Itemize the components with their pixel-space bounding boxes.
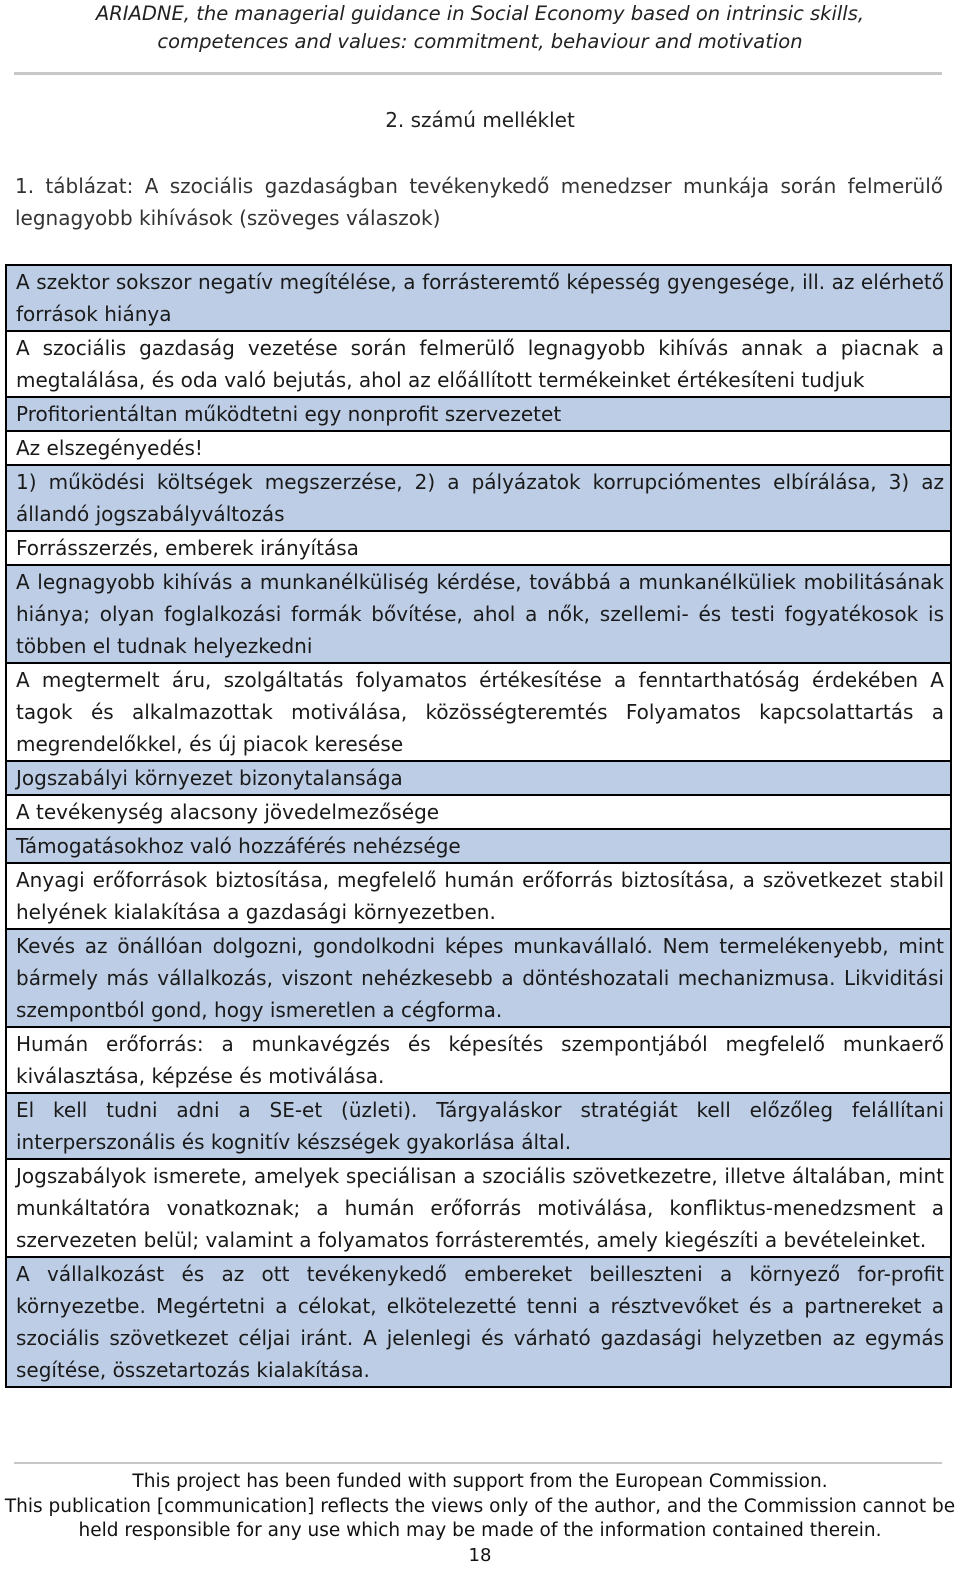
answer-cell: Humán erőforrás: a munkavégzés és képesítés szempontjából megfelelő munkaerő kiválasztása, képzése és motiválása. <box>6 1027 951 1093</box>
answer-cell: A megtermelt áru, szolgáltatás folyamatos értékesítése a fenntarthatóság érdekében A tagok és alkalmazottak motiválása, közösségteremtés Folyamatos kapcsolattartás a megrendelőkkel, és új piacok keresése <box>6 663 951 761</box>
header-line-2: competences and values: commitment, behaviour and motivation <box>157 30 803 53</box>
answer-cell: A szociális gazdaság vezetése során felmerülő legnagyobb kihívás annak a piacnak a megtalálása, és oda való bejutás, ahol az előállított termékeinket értékesíteni tudjuk <box>6 331 951 397</box>
answer-cell: 1) működési költségek megszerzése, 2) a pályázatok korrupciómentes elbírálása, 3) az állandó jogszabályváltozás <box>6 465 951 531</box>
running-header <box>0 0 960 56</box>
table-row <box>6 1027 951 1093</box>
answer-cell: Az elszegényedés! <box>6 431 951 465</box>
answer-cell: Jogszabályok ismerete, amelyek speciálisan a szociális szövetkezetre, illetve általában, mint munkáltatóra vonatkoznak; a humán erőforrás motiválása, konfliktus-menedzsment a szervezeten belül; valamint a folyamatos forrásteremtés, amely kiegészíti a bevételeinket. <box>6 1159 951 1257</box>
answer-cell: Támogatásokhoz való hozzáférés nehézsége <box>6 829 951 863</box>
table-row <box>6 265 951 331</box>
answer-cell: A vállalkozást és az ott tevékenykedő embereket beilleszteni a környező for-profit környezetbe. Megértetni a célokat, elkötelezetté tenni a résztvevőket és a partnereket a szociális szövetkezet céljai iránt. A jelenlegi és várható gazdasági helyzetben az egymás segítése, összetartozás kialakítása. <box>6 1257 951 1387</box>
answer-cell: Profitorientáltan működtetni egy nonprofit szervezetet <box>6 397 951 431</box>
table-row <box>6 397 951 431</box>
table-row <box>6 863 951 929</box>
header-line-1: ARIADNE, the managerial guidance in Social Economy based on intrinsic skills, <box>95 2 865 25</box>
answer-cell: Forrásszerzés, emberek irányítása <box>6 531 951 565</box>
footer-divider <box>14 1462 942 1464</box>
answer-cell: A szektor sokszor negatív megítélése, a forrásteremtő képesség gyengesége, ill. az elérhető források hiánya <box>6 265 951 331</box>
annex-title: 2. számú melléklet <box>385 108 575 132</box>
footer-line-2: This publication [communication] reflects the views only of the author, and the Commission cannot be <box>4 1495 956 1517</box>
table-caption: 1. táblázat: A szociális gazdaságban tevékenykedő menedzser munkája során felmerülő legnagyobb kihívások (szöveges válaszok) <box>15 174 943 230</box>
table-row <box>6 565 951 663</box>
answer-cell: El kell tudni adni a SE-et (üzleti). Tárgyaláskor stratégiát kell előzőleg felállítani interperszonális és kognitív készségek gyakorlása által. <box>6 1093 951 1159</box>
answer-cell: Jogszabályi környezet bizonytalansága <box>6 761 951 795</box>
answer-cell: A legnagyobb kihívás a munkanélküliség kérdése, továbbá a munkanélküliek mobilitásának hiánya; olyan foglalkozási formák bővítése, ahol a nők, szellemi- és testi fogyatékosok is többen el tudnak helyezkedni <box>6 565 951 663</box>
answer-cell: Anyagi erőforrások biztosítása, megfelelő humán erőforrás biztosítása, a szövetkezet stabil helyének kialakítása a gazdasági környezetben. <box>6 863 951 929</box>
funding-disclaimer <box>0 1470 960 1544</box>
table-row <box>6 761 951 795</box>
footer-line-1: This project has been funded with support from the European Commission. <box>132 1471 828 1492</box>
table-row <box>6 929 951 1027</box>
answers-table-body <box>6 265 951 1387</box>
table-row <box>6 465 951 531</box>
footer-line-3: held responsible for any use which may be made of the information contained therein. <box>78 1520 882 1541</box>
table-row <box>6 1257 951 1387</box>
table-row <box>6 795 951 829</box>
page-number: 18 <box>468 1545 492 1566</box>
table-row <box>6 663 951 761</box>
table-row <box>6 531 951 565</box>
header-divider <box>14 72 942 75</box>
answers-table <box>5 264 952 1388</box>
table-row <box>6 1159 951 1257</box>
answer-cell: Kevés az önállóan dolgozni, gondolkodni képes munkavállaló. Nem termelékenyebb, mint bármely más vállalkozás, viszont nehézkesebb a döntéshozatali mechanizmusa. Likviditási szempontból gond, hogy ismeretlen a cégforma. <box>6 929 951 1027</box>
table-row <box>6 829 951 863</box>
answer-cell: A tevékenység alacsony jövedelmezősége <box>6 795 951 829</box>
table-row <box>6 1093 951 1159</box>
table-row <box>6 331 951 397</box>
table-row <box>6 431 951 465</box>
